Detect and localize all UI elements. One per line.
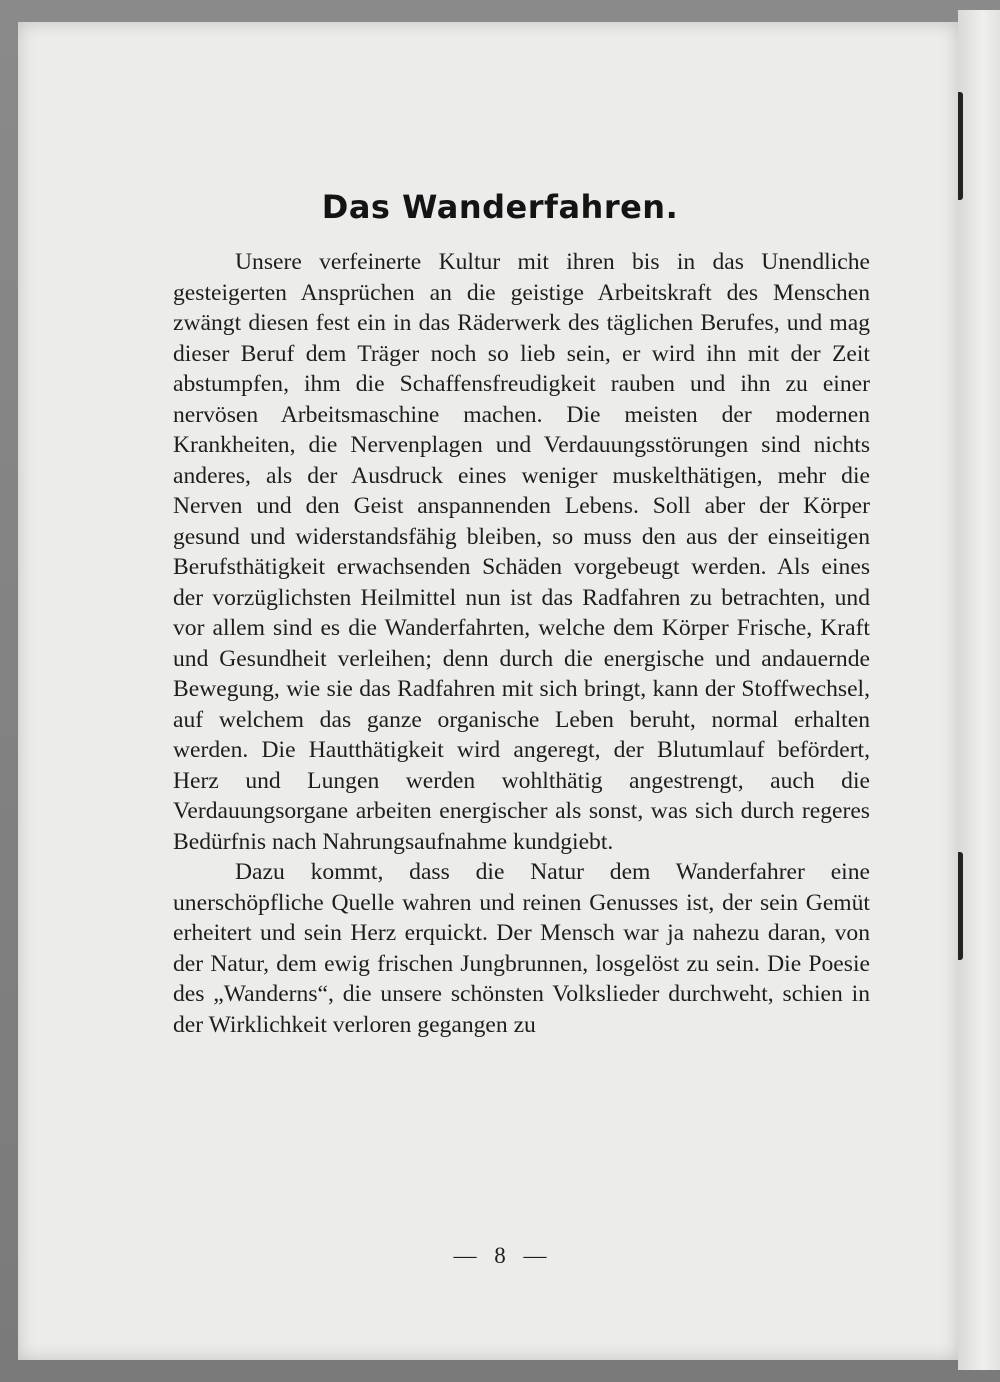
chapter-title: Das Wanderfahren. <box>321 188 679 226</box>
page-number: — 8 — <box>453 1243 547 1268</box>
paragraph: Unsere verfeinerte Kultur mit ihren bis in das Unendliche gesteigerten Ansprüchen an die geistige Arbeitskraft des Menschen zwängt diesen fest ein in das Räderwerk des täglichen Berufes, und mag dieser Beruf dem Träger noch so lieb sein, er wird ihn mit der Zeit abstumpfen, ihm die Schaffensfreudigkeit rauben und ihn zu einer nervösen Arbeitsmaschine machen. Die meisten der modernen Krankheiten, die Nervenplagen und Verdauungsstörungen sind nichts anderes, als der Ausdruck eines weniger muskelthätigen, mehr die Nerven und den Geist anspannenden Lebens. Soll aber der Körper gesund und widerstandsfähig bleiben, so muss den aus der einseitigen Berufsthätigkeit erwachsenden Schäden vorgebeugt werden. Als eines der vorzüglichsten Heilmittel nun ist das Radfahren zu betrachten, und vor allem sind es die Wanderfahrten, welche dem Körper Frische, Kraft und Gesundheit verleihen; denn durch die energische und andauernde Bewegung, wie sie das Radfahren mit sich bringt, kann der Stoffwechsel, auf welchem das ganze organische Leben beruht, normal erhalten werden. Die Hautthätigkeit wird angeregt, der Blutumlauf befördert, Herz und Lungen werden wohlthätig angestrengt, auch die Verdauungsorgane arbeiten energischer als sonst, was sich durch regeres Bedürfnis nach Nahrungsaufnahme kundgiebt. <box>173 249 870 855</box>
body-text <box>173 247 870 1040</box>
paragraph: Dazu kommt, dass die Natur dem Wanderfahrer eine unerschöpfliche Quelle wahren und reinen Genusses ist, der sein Gemüt erheitert und sein Herz erquickt. Der Mensch war ja nahezu daran, von der Natur, dem ewig frischen Jungbrunnen, losgelöst zu sein. Die Poesie des „Wanderns“, die unsere schönsten Volkslieder durchweht, schien in der Wirklichkeit verloren gegangen zu <box>173 859 870 1038</box>
